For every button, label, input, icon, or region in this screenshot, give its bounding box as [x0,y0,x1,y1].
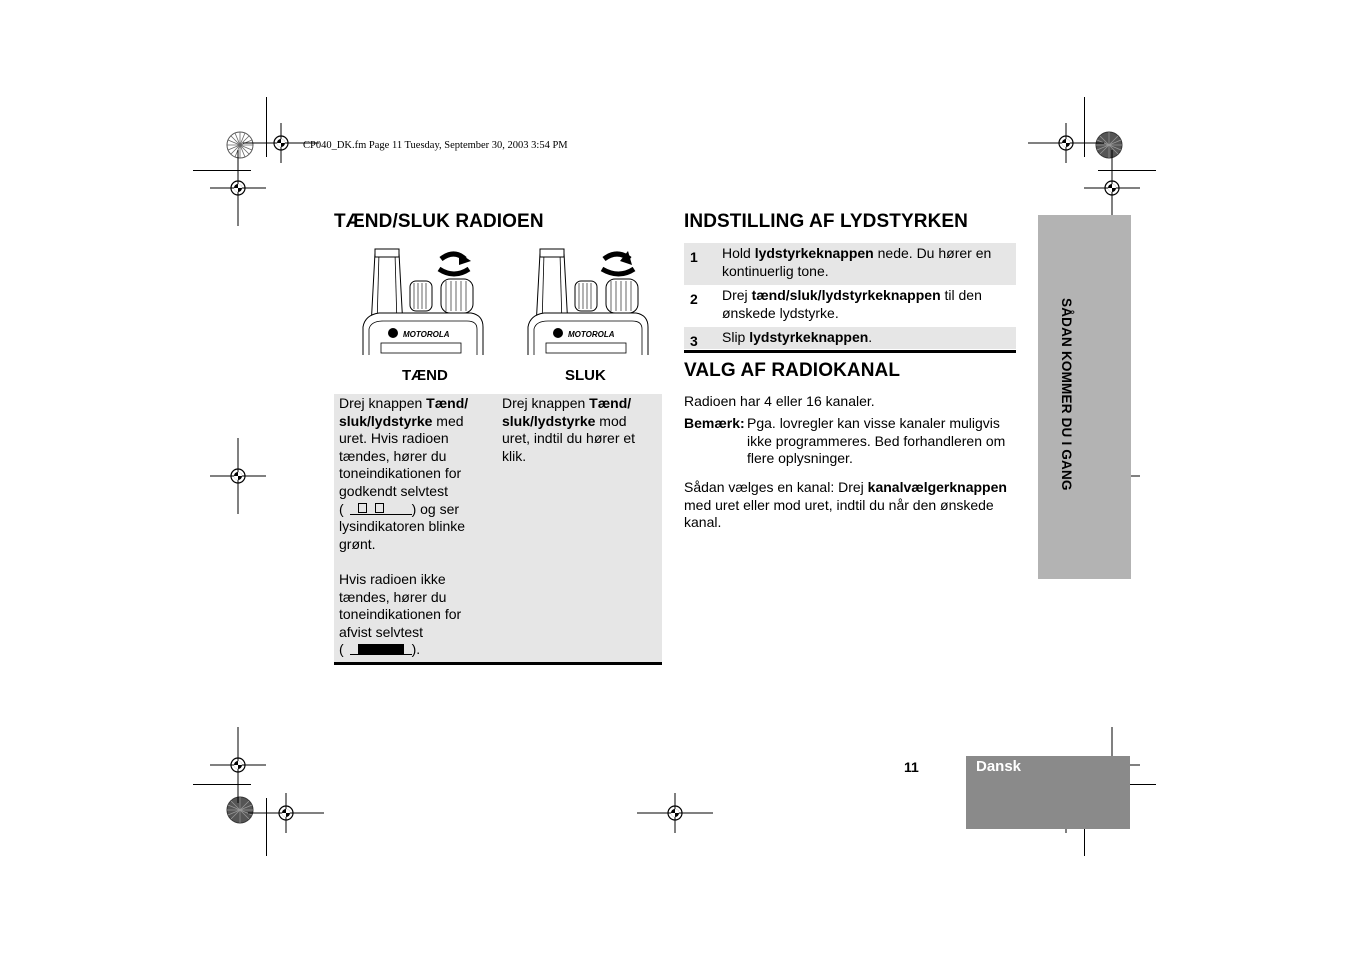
off-instructions: Drej knappen Tænd/ sluk/lydstyrke mod uret, indtil du hører et klik. [502,395,636,464]
section-title-on-off: TÆND/SLUK RADIOEN [334,211,544,232]
language-label: Dansk [976,758,1022,775]
file-info-header: CP040_DK.fm Page 11 Tuesday, September 30, 2003 3:54 PM [303,140,568,151]
caption-on: TÆND [402,367,448,384]
note-block [684,415,1024,468]
fail-tone-icon [348,643,412,656]
chapter-side-label: SÅDAN KOMMER DU I GANG [1059,298,1074,491]
svg-text:MOTOROLA: MOTOROLA [568,330,615,339]
note-text: Pga. lovregler kan visse kanaler muligvis ikke programmeres. Bed forhandleren om flere oplysninger. [747,415,1006,467]
note-label: Bemærk: [684,415,745,431]
on-instructions: Drej knappen Tænd/ sluk/lydstyrke med uret. Hvis radioen tændes, hører du toneindikationen for godkendt selvtest ( ) og ser lysindikatoren blinke grønt. Hvis radioen ikke tændes, hører du toneindikationen for afvist selvtest ( ). [339,395,469,658]
svg-text:MOTOROLA: MOTOROLA [403,330,450,339]
caption-off: SLUK [565,367,606,384]
page-number: 11 [904,759,919,775]
volume-step-2: 2 Drej tænd/sluk/lydstyrkeknappen til den ønskede lydstyrke. [690,287,982,321]
pass-tone-icon [348,503,412,516]
table-bottom-rule-left [334,662,662,665]
chapter-side-tab [1038,215,1131,579]
radio-on-illustration [363,249,483,355]
radio-illustrations [355,247,665,357]
section-title-channel: VALG AF RADIOKANAL [684,360,901,381]
channel-select-instructions: Sådan vælges en kanal: Drej kanalvælgerknappen med uret eller mod uret, indtil du når den ønskede kanal. [684,479,1007,531]
volume-step-3: 3 Slip lydstyrkeknappen. [684,327,1016,349]
section-title-volume: INDSTILLING AF LYDSTYRKEN [684,211,968,232]
volume-step-1: 1 Hold lydstyrkeknappen nede. Du hører en kontinuerlig tone. [684,243,1016,285]
radio-off-illustration [528,249,648,355]
table-bottom-rule-right [684,350,1016,353]
channel-count-text: Radioen har 4 eller 16 kanaler. [684,393,875,409]
